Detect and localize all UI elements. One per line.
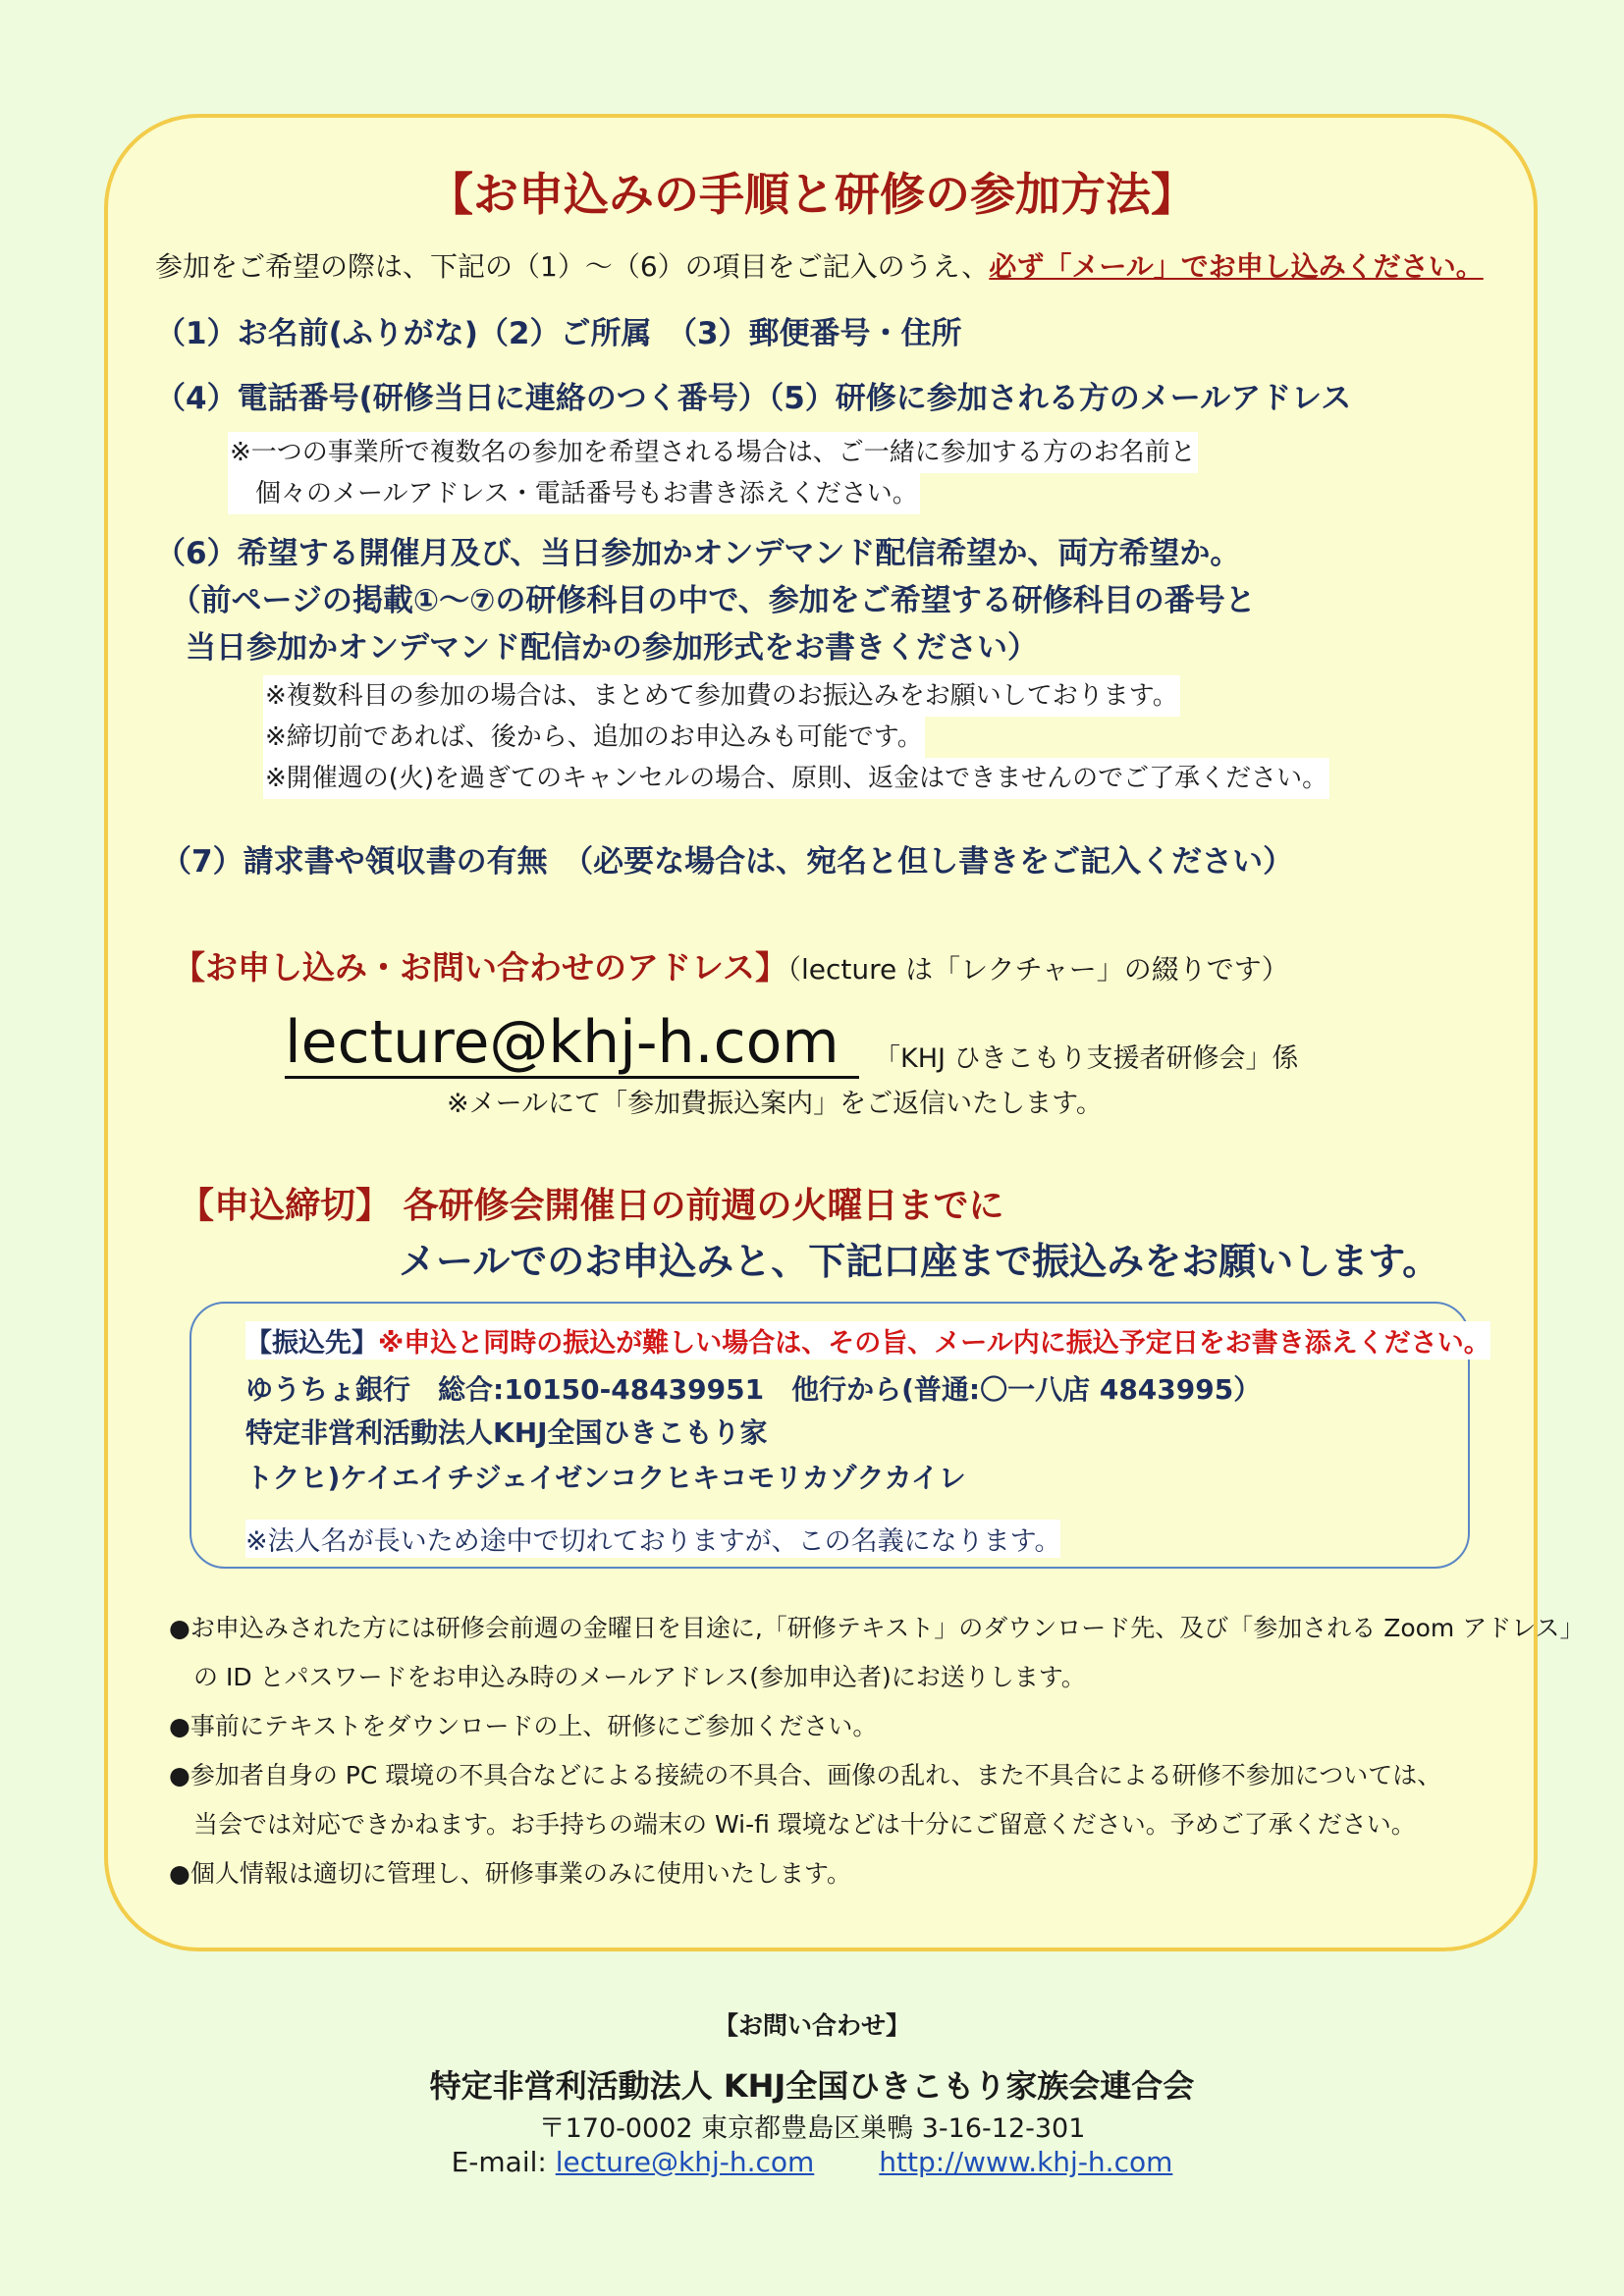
bank-kana: トクヒ)ケイエイチジェイゼンコクヒキコモリカゾクカイレ [245, 1462, 966, 1494]
bank-holder: 特定非営利活動法人KHJ全国ひきこもり家 [245, 1416, 768, 1449]
deadline-line-1: 【申込締切】 各研修会開催日の前週の火曜日までに [179, 1186, 1004, 1226]
item-line-6 [155, 530, 1256, 671]
item-6-line: 当日参加かオンデマンド配信かの参加形式をお書きください） [155, 630, 1038, 666]
bullet-item: ●事前にテキストをダウンロードの上、研修にご参加ください。 [169, 1712, 878, 1740]
bank-label: 【振込先】 [245, 1328, 378, 1359]
bullet-item: ●個人情報は適切に管理し、研修事業のみに使用いたします。 [169, 1859, 851, 1888]
footer-address: 〒170-0002 東京都豊島区巣鴨 3-16-12-301 [538, 2113, 1086, 2144]
item-line-2: （4）電話番号(研修当日に連絡のつく番号）（5）研修に参加される方のメールアドレス [155, 381, 1352, 416]
footer-title: 【お問い合わせ】 [713, 2011, 910, 2040]
footer-email-link[interactable]: lecture@khj-h.com [555, 2146, 815, 2178]
contact-heading-title: 【お申し込み・お問い合わせのアドレス】 [173, 948, 788, 987]
bullet-list [169, 1604, 1584, 1898]
contact-heading-note: （lecture は「レクチャー」の綴りです） [787, 953, 1289, 986]
note-line: ※複数科目の参加の場合は、まとめて参加費のお振込みをお願いしております。 [263, 675, 1180, 717]
footer-org: 特定非営利活動法人 KHJ全国ひきこもり家族会連合会 [429, 2067, 1195, 2105]
footer-url-link[interactable]: http://www.khj-h.com [879, 2146, 1173, 2178]
intro-main: 参加をご希望の際は、下記の（1）～（6）の項目をご記入のうえ、 [155, 250, 990, 283]
bullet-item: ●参加者自身の PC 環境の不具合などによる接続の不具合、画像の乱れ、また不具合による研修不参加については、 [169, 1761, 1442, 1789]
note-item-6 [263, 675, 1329, 799]
item-6-line: （6）希望する開催月及び、当日参加かオンデマンド配信希望か、両方希望か。 [155, 536, 1241, 571]
note-line: ※開催週の(火)を過ぎてのキャンセルの場合、原則、返金はできませんのでご了承ください。 [263, 758, 1329, 799]
note-multiple-participants [228, 432, 1198, 514]
footer-email-label: E-mail: [451, 2146, 556, 2178]
bullet-item: ●お申込みされた方には研修会前週の金曜日を目途に,「研修テキスト」のダウンロード先、及び「参加される Zoom アドレス」 [169, 1614, 1585, 1642]
item-line-1: （1）お名前(ふりがな)（2）ご所属 （3）郵便番号・住所 [155, 316, 962, 351]
bullet-item: の ID とパスワードをお申込み時のメールアドレス(参加申込者)にお送りします。 [169, 1663, 1086, 1691]
intro-text [155, 245, 1484, 285]
bank-account: ゆうちょ銀行 総合:10150-48439951 他行から(普通:〇一八店 4843995） [245, 1373, 1262, 1406]
email-department: 「KHJ ひきこもり支援者研修会」係 [874, 1043, 1299, 1074]
note-line: ※一つの事業所で複数名の参加を希望される場合は、ご一緒に参加する方のお名前と [228, 432, 1198, 473]
contact-email[interactable]: lecture@khj-h.com [285, 1009, 859, 1079]
email-note: ※メールにて「参加費振込案内」をご返信いたします。 [447, 1089, 1103, 1119]
bank-warning: ※申込と同時の振込が難しい場合は、その旨、メール内に振込予定日をお書き添えください。 [378, 1328, 1490, 1359]
bank-header [245, 1321, 1490, 1360]
note-line: ※締切前であれば、後から、追加のお申込みも可能です。 [263, 717, 925, 758]
contact-heading [173, 942, 1289, 988]
footer-contact [0, 2146, 1624, 2178]
note-line: 個々のメールアドレス・電話番号もお書き添えください。 [228, 473, 920, 514]
item-line-7: （7）請求書や領収書の有無 （必要な場合は、宛名と但し書きをご記入ください） [161, 844, 1294, 880]
deadline-line-2: メールでのお申込みと、下記口座まで振込みをお願いします。 [399, 1240, 1440, 1283]
intro-emphasis: 必ず「メール」でお申し込みください。 [989, 250, 1484, 283]
page-title: 【お申込みの手順と研修の参加方法】 [428, 168, 1196, 221]
item-6-line: （前ページの掲載①～⑦の研修科目の中で、参加をご希望する研修科目の番号と [155, 583, 1256, 618]
bank-note: ※法人名が長いため途中で切れておりますが、この名義になります。 [245, 1520, 1060, 1558]
bullet-item: 当会では対応できかねます。お手持ちの端末の Wi-fi 環境などは十分にご留意ください。予めご了承ください。 [169, 1810, 1416, 1839]
